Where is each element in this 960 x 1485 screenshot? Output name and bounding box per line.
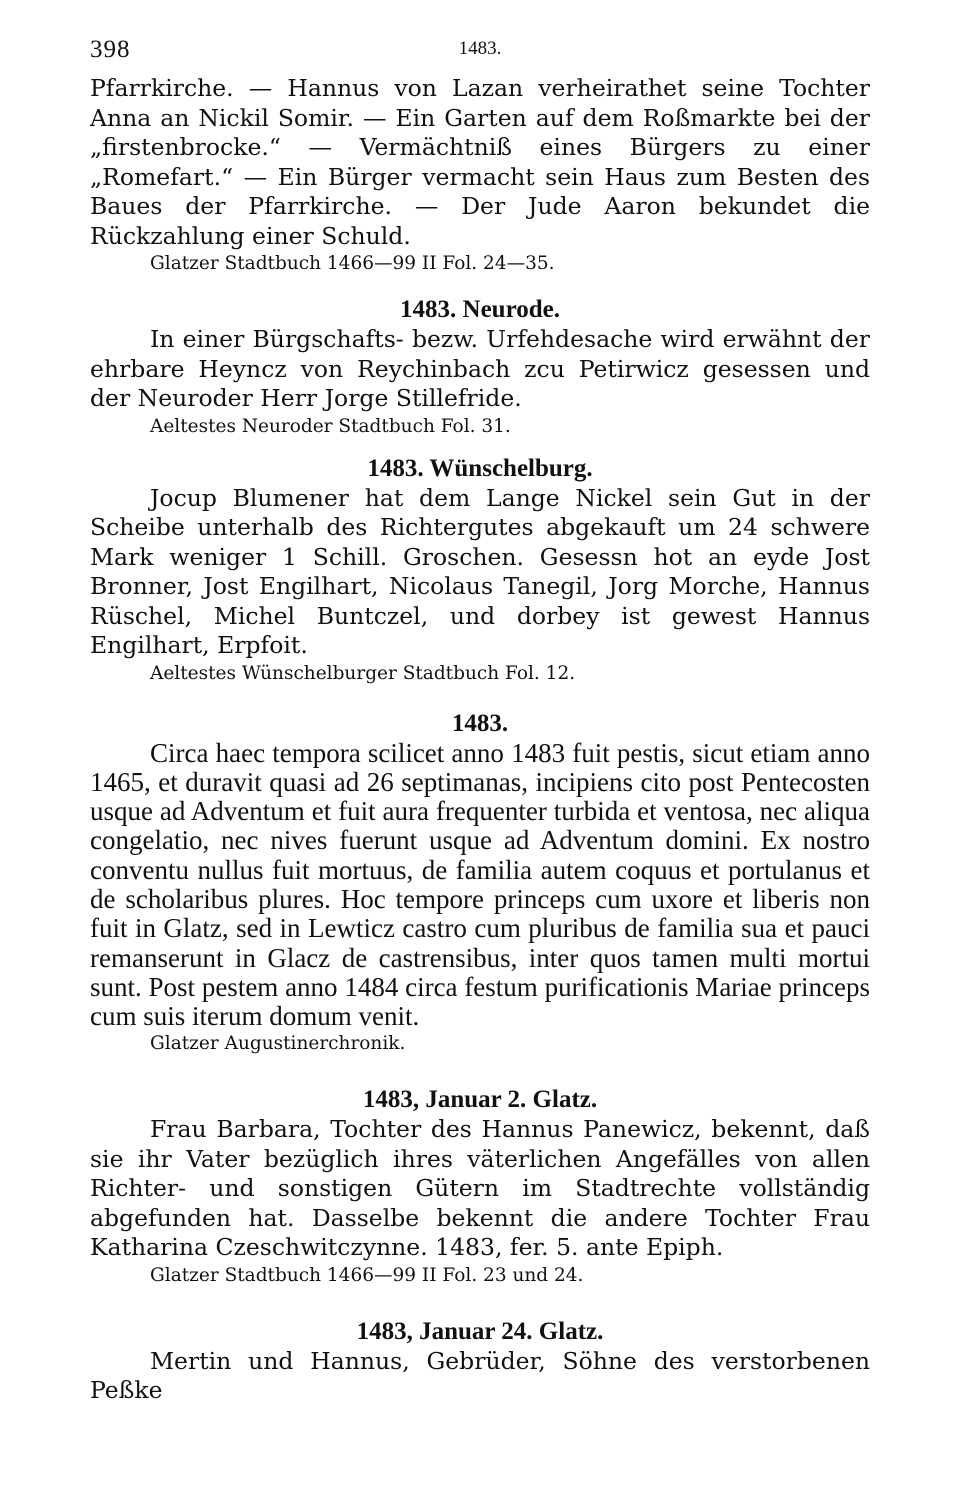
entry-text: In einer Bürgschafts- bezw. Urfehdesache wird erwähnt der ehrbare Heyncz von Reychinbach zcu Petirwicz gesessen und der Neuroder Herr Jorge Stillefride.	[90, 325, 870, 412]
entry-text: Frau Barbara, Tochter des Hannus Panewicz, bekennt, daß sie ihr Vater bezüglich ihres väterlichen Angefälles von allen Richter- und sonstigen Gütern im Stadtrechte vollständig abgefunden hat. Dasselbe bekennt die andere Tochter Frau Katharina Czeschwitczynne. 1483, fer. 5. ante Epiph.	[90, 1115, 870, 1262]
entry-source: Glatzer Augustinerchronik.	[150, 1033, 406, 1055]
entry-text-latin: Circa haec tempora scilicet anno 1483 fuit pestis, sicut etiam anno 1465, et duravit quasi ad 26 septimanas, incipiens cito post Pentecosten usque ad Adventum et fuit aura frequenter turbida et ventosa, nec aliqua congelatio, nec nives fuerunt usque ad Adventum domini. Ex nostro conventu nullus fuit mortuus, de familia autem coquus et portulanus et de scholaribus plures. Hoc tempore princeps cum uxore et liberis non fuit in Glatz, sed in Lewticz castro cum pluribus de familia sua et pauci remanserunt in Glacz de castrensibus, inter quos tamen multi mortui sunt. Post pestem anno 1484 circa festum purificationis Mariae princeps cum suis iterum domum venit.	[90, 737, 870, 1032]
entry-text: Mertin und Hannus, Gebrüder, Söhne des verstorbenen Peßke	[90, 1346, 870, 1405]
page-number: 398	[90, 36, 131, 63]
entry-source: Aeltestes Neuroder Stadtbuch Fol. 31.	[150, 415, 511, 437]
entry-heading: 1483, Januar 24. Glatz.	[356, 1317, 604, 1345]
entry-source: Aeltestes Wünschelburger Stadtbuch Fol. 12.	[150, 662, 576, 684]
entry-text: Jocup Blumener hat dem Lange Nickel sein Gut in der Scheibe unterhalb des Richtergutes abgekauft um 24 schwere Mark weniger 1 Schill. Groschen. Gesessn hot an eyde Jost Bronner, Jost Engilhart, Nicolaus Tanegil, Jorg Morche, Hannus Rüschel, Michel Buntczel, und dorbey ist gewest Hannus Engilhart, Erpfoit.	[90, 483, 870, 659]
entry-heading: 1483. Neurode.	[400, 296, 560, 323]
entry-heading: 1483. Wünschelburg.	[367, 454, 593, 482]
entry-text: Pfarrkirche. — Hannus von Lazan verheirathet seine Tochter Anna an Nickil Somir. — Ein Garten auf dem Roßmarkte bei der „firstenbrocke.“ — Vermächtniß eines Bürgers zu einer „Romefart.“ — Ein Bürger vermacht sein Haus zum Besten des Baues der Pfarrkirche. — Der Jude Aaron bekundet die Rückzahlung einer Schuld.	[90, 74, 870, 250]
running-head-year: 1483.	[458, 38, 502, 59]
entry-source: Glatzer Stadtbuch 1466—99 II Fol. 24—35.	[150, 253, 555, 274]
running-head	[90, 30, 870, 74]
entry-heading: 1483.	[451, 709, 509, 737]
entry-source: Glatzer Stadtbuch 1466—99 II Fol. 23 und 24.	[150, 1264, 584, 1286]
entry-heading: 1483, Januar 2. Glatz.	[362, 1086, 598, 1114]
